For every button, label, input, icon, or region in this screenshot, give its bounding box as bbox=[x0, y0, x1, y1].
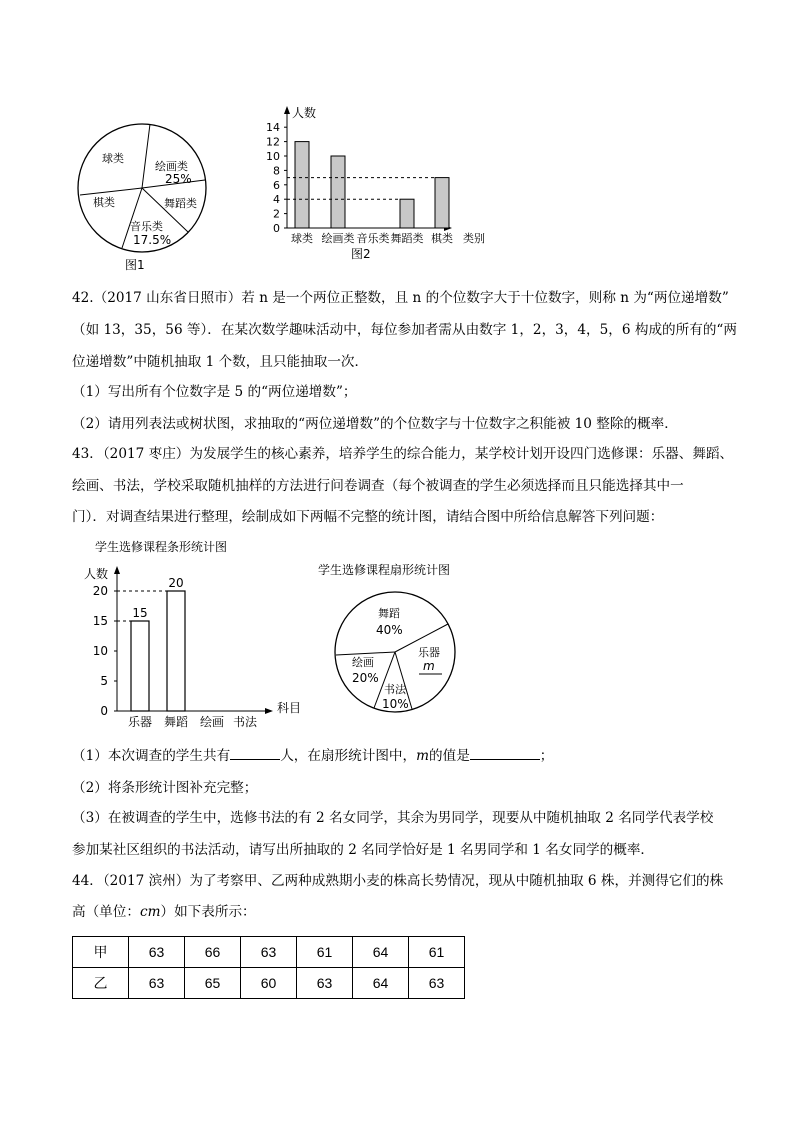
bar2-ytick-label: 14 bbox=[266, 121, 280, 135]
q43-line2: 绘画、书法，学校采取随机抽样的方法进行问卷调查（每个被调查的学生必须选择而且只能选择其中一 bbox=[72, 478, 684, 494]
bar2-bar bbox=[295, 142, 309, 228]
bar2-ytick-label: 12 bbox=[266, 135, 280, 149]
pie4-label-paint: 绘画 bbox=[352, 656, 374, 669]
bar2-ylabel: 人数 bbox=[292, 106, 317, 120]
bar2-category-label: 棋类 bbox=[431, 232, 453, 245]
bar-chart-2 bbox=[266, 105, 485, 261]
pie4-label-paint-pct: 20% bbox=[352, 671, 379, 685]
pie4-label-calli: 书法 bbox=[384, 683, 406, 696]
bar3-ytick-label: 15 bbox=[92, 614, 108, 628]
bar3-xlabel: 科目 bbox=[277, 701, 302, 715]
height-table bbox=[72, 936, 465, 999]
bar2-ytick-label: 6 bbox=[273, 178, 280, 192]
figures-q43 bbox=[0, 530, 793, 730]
pie1-label-paint-pct: 25% bbox=[165, 172, 192, 186]
bar2-ytick-label: 10 bbox=[266, 150, 280, 163]
bar2-xlabel: 类别 bbox=[463, 232, 485, 245]
q43-sub1-d: ； bbox=[539, 748, 554, 764]
pie1-label-ball: 球类 bbox=[102, 152, 124, 165]
q44-unit: cm bbox=[139, 904, 161, 920]
pie4-label-dance-pct: 40% bbox=[376, 623, 403, 637]
bar2-ytick-label: 8 bbox=[273, 164, 280, 178]
table-cell: 63 bbox=[129, 968, 185, 999]
q43-sub1-b: 人，在扇形统计图中， bbox=[280, 748, 417, 764]
q43-line1: 43．（2017 枣庄）为发展学生的核心素养，培养学生的综合能力，某学校计划开设四门选修课：乐器、舞蹈、 bbox=[72, 446, 734, 462]
q43-line3: 门）．对调查结果进行整理，绘制成如下两幅不完整的统计图，请结合图中所给信息解答下列问题： bbox=[72, 509, 664, 525]
pie4-label-instr-m: m bbox=[423, 659, 435, 673]
table-cell: 61 bbox=[297, 937, 353, 968]
bar3-category-label: 乐器 bbox=[127, 715, 153, 729]
answer-blank-1[interactable] bbox=[230, 745, 280, 760]
q43-sub2: （2）将条形统计图补充完整； bbox=[72, 780, 258, 796]
bar2-bar bbox=[331, 156, 345, 228]
bar2-ytick-label: 2 bbox=[273, 207, 280, 221]
bar3-title: 学生选修课程条形统计图 bbox=[95, 540, 228, 554]
bar3-ytick-label: 10 bbox=[92, 644, 108, 658]
table-cell: 63 bbox=[297, 968, 353, 999]
pie-chart-4 bbox=[318, 562, 455, 712]
bar3-ylabel: 人数 bbox=[84, 567, 109, 581]
bar3-category-label: 舞蹈 bbox=[163, 715, 189, 729]
bar3-ytick-label: 5 bbox=[100, 674, 108, 688]
table-cell: 63 bbox=[129, 937, 185, 968]
bar3-ytick-label: 20 bbox=[92, 584, 108, 598]
table-cell: 64 bbox=[353, 937, 409, 968]
bar2-category-label: 舞蹈类 bbox=[390, 232, 424, 245]
q43-sub3-line2: 参加某社区组织的书法活动，请写出所抽取的 2 名同学恰好是 1 名男同学和 1 名女同学的概率． bbox=[72, 842, 655, 858]
pie1-label-dance: 舞蹈类 bbox=[164, 197, 197, 210]
bar3-data-label: 15 bbox=[132, 606, 148, 620]
bar2-category-label: 绘画类 bbox=[321, 232, 355, 245]
bar2-bar bbox=[435, 178, 449, 228]
pie-chart-1 bbox=[78, 124, 206, 272]
bar2-caption: 图2 bbox=[351, 247, 371, 261]
table-row bbox=[73, 937, 465, 968]
figures-top bbox=[0, 0, 793, 280]
pie1-label-music: 音乐类 bbox=[130, 220, 163, 233]
table-cell: 乙 bbox=[73, 968, 129, 999]
q43-sub1-a: （1）本次调查的学生共有 bbox=[72, 748, 231, 764]
bar2-category-label: 音乐类 bbox=[356, 232, 390, 245]
q42-sub2: （2）请用列表法或树状图，求抽取的“两位递增数”的个位数字与十位数字之积能被 10 整除的概率． bbox=[72, 416, 678, 432]
bar3-data-label: 20 bbox=[168, 576, 184, 590]
q44-line2 bbox=[72, 896, 732, 928]
q43-sub1 bbox=[72, 740, 732, 772]
q42-line2: （如 13，35，56 等）．在某次数学趣味活动中，每位参加者需从由数字 1，2，3，4，5，6 构成的所有的“两 bbox=[72, 322, 737, 338]
pie1-label-music-pct: 17.5% bbox=[133, 233, 172, 247]
answer-blank-2[interactable] bbox=[470, 745, 540, 760]
pie4-label-instr: 乐器 bbox=[418, 646, 440, 659]
table-cell: 60 bbox=[241, 968, 297, 999]
bar3-category-label: 绘画 bbox=[199, 715, 225, 729]
q43-sub1-c: 的值是 bbox=[429, 748, 470, 764]
q42-sub1: （1）写出所有个位数字是 5 的“两位递增数”； bbox=[72, 384, 357, 400]
bar-chart-3 bbox=[84, 539, 301, 729]
table-row bbox=[73, 968, 465, 999]
bar2-ytick-label: 4 bbox=[273, 193, 280, 207]
q44-line1: 44．（2017 滨州）为了考察甲、乙两种成熟期小麦的株高长势情况，现从中随机抽取 6 株，并测得它们的株 bbox=[72, 873, 724, 889]
table-cell: 63 bbox=[409, 968, 465, 999]
table-cell: 66 bbox=[185, 937, 241, 968]
q44-line2-a: 高（单位： bbox=[72, 904, 140, 920]
pie4-title: 学生选修课程扇形统计图 bbox=[318, 563, 451, 577]
pie1-label-chess: 棋类 bbox=[93, 196, 115, 209]
q42-line3: 位递增数”中随机抽取 1 个数，且只能抽取一次． bbox=[72, 354, 369, 370]
q42-line1: 42.（2017 山东省日照市）若 n 是一个两位正整数，且 n 的个位数字大于十位数字，则称 n 为“两位递增数” bbox=[72, 290, 729, 306]
q43-sub1-m: m bbox=[416, 748, 430, 764]
bar2-category-label: 球类 bbox=[291, 232, 313, 245]
table-cell: 61 bbox=[409, 937, 465, 968]
bar3-bar bbox=[167, 591, 185, 711]
q43-sub3-line1: （3）在被调查的学生中，选修书法的有 2 名女同学，其余为男同学，现要从中随机抽取 2 名同学代表学校 bbox=[72, 810, 714, 826]
table-cell: 65 bbox=[185, 968, 241, 999]
table-cell: 64 bbox=[353, 968, 409, 999]
pie1-label-paint: 绘画类 bbox=[155, 160, 188, 173]
q44-line2-b: ）如下表所示： bbox=[160, 904, 256, 920]
table-cell: 甲 bbox=[73, 937, 129, 968]
bar3-ytick-label: 0 bbox=[100, 704, 108, 718]
pie4-label-calli-pct: 10% bbox=[382, 697, 409, 711]
bar2-bar bbox=[400, 199, 414, 228]
bar3-category-label: 书法 bbox=[232, 715, 258, 729]
bar2-ytick-label: 0 bbox=[273, 222, 280, 235]
table-cell: 63 bbox=[241, 937, 297, 968]
pie4-label-dance: 舞蹈 bbox=[378, 607, 400, 620]
bar3-bar bbox=[131, 621, 149, 711]
pie1-caption: 图1 bbox=[125, 258, 145, 272]
